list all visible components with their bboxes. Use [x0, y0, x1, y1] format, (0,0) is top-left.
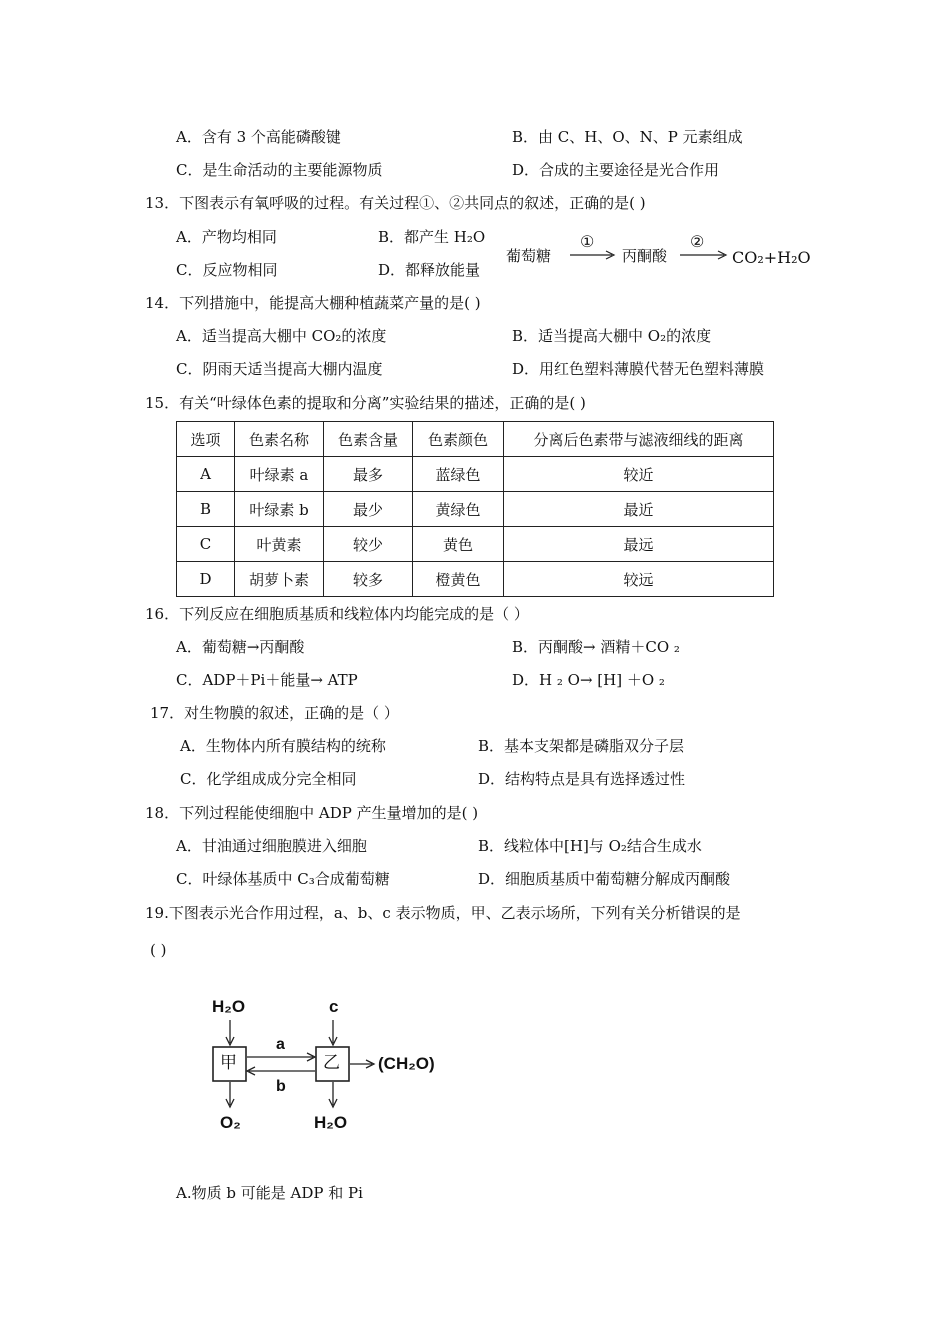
- diagram-ch2o-label: (CH₂O): [378, 1054, 435, 1073]
- table-header: 选项: [177, 422, 235, 457]
- table-cell: 较远: [504, 562, 774, 597]
- table-cell: 最近: [504, 492, 774, 527]
- q14-stem: 14．下列措施中，能提高大棚种植蔬菜产量的是( ): [145, 294, 481, 312]
- table-header: 色素名称: [235, 422, 324, 457]
- table-cell: 胡萝卜素: [235, 562, 324, 597]
- q16-option-b: B．丙酮酸→ 酒精＋CO ₂: [512, 638, 680, 656]
- q19-stem: 19.下图表示光合作用过程，a、b、c 表示物质，甲、乙表示场所，下列有关分析错误的是: [145, 904, 741, 922]
- q13-stem: 13．下图表示有氧呼吸的过程。有关过程①、②共同点的叙述，正确的是( ): [145, 194, 646, 212]
- q18-option-a: A．甘油通过细胞膜进入细胞: [176, 837, 367, 855]
- q18-option-b: B．线粒体中[H]与 O₂结合生成水: [478, 837, 702, 855]
- diagram-step2: ②: [690, 232, 705, 251]
- table-cell: C: [177, 527, 235, 562]
- q19-paren: ( ): [150, 941, 167, 959]
- table-cell: 最少: [324, 492, 413, 527]
- q16-option-a: A．葡萄糖→丙酮酸: [176, 638, 305, 656]
- table-row: [177, 562, 774, 597]
- q19-option-a: A.物质 b 可能是 ADP 和 Pi: [176, 1184, 363, 1202]
- q16-option-d: D．H ₂ O→ [H] ＋O ₂: [512, 671, 665, 689]
- diagram-b-label: b: [276, 1078, 286, 1095]
- q14-option-a: A．适当提高大棚中 CO₂的浓度: [176, 327, 387, 345]
- table-cell: 叶黄素: [235, 527, 324, 562]
- q13-option-d: D．都释放能量: [378, 261, 481, 279]
- table-cell: A: [177, 457, 235, 492]
- q17-option-a: A．生物体内所有膜结构的统称: [180, 737, 386, 755]
- q13-option-c: C．反应物相同: [176, 261, 278, 279]
- q14-option-c: C．阴雨天适当提高大棚内温度: [176, 360, 383, 378]
- q13-option-b: B．都产生 H₂O: [378, 228, 486, 246]
- table-cell: 蓝绿色: [413, 457, 504, 492]
- diagram-step1: ①: [580, 232, 595, 251]
- table-cell: 最远: [504, 527, 774, 562]
- table-header-row: [177, 422, 774, 457]
- q17-option-c: C．化学组成成分完全相同: [180, 770, 357, 788]
- arrow-icon: [680, 250, 730, 260]
- q17-option-d: D．结构特点是具有选择透过性: [478, 770, 686, 788]
- diagram-c-label: c: [329, 997, 339, 1016]
- pigment-table: [176, 421, 774, 597]
- respiration-diagram: [500, 230, 820, 270]
- table-cell: 黄色: [413, 527, 504, 562]
- q18-option-d: D．细胞质基质中葡萄糖分解成丙酮酸: [478, 870, 731, 888]
- q12-option-a: A．含有 3 个高能磷酸键: [176, 128, 341, 146]
- diagram-jia-label: 甲: [220, 1053, 237, 1073]
- q16-stem: 16．下列反应在细胞质基质和线粒体内均能完成的是（ ）: [145, 605, 529, 623]
- q12-option-d: D．合成的主要途径是光合作用: [512, 161, 720, 179]
- q17-stem: 17．对生物膜的叙述，正确的是（ ）: [150, 704, 399, 722]
- q15-stem: 15．有关“叶绿体色素的提取和分离”实验结果的描述，正确的是( ): [145, 394, 586, 412]
- diagram-h2o-output: H₂O: [314, 1113, 348, 1132]
- table-cell: D: [177, 562, 235, 597]
- table-header: 色素含量: [324, 422, 413, 457]
- table-header: 分离后色素带与滤液细线的距离: [504, 422, 774, 457]
- table-cell: 较近: [504, 457, 774, 492]
- diagram-a-label: a: [276, 1036, 285, 1053]
- photosynthesis-diagram: [200, 995, 460, 1145]
- table-row: [177, 527, 774, 562]
- q18-option-c: C．叶绿体基质中 C₃合成葡萄糖: [176, 870, 390, 888]
- table-cell: 叶绿素 b: [235, 492, 324, 527]
- table-row: [177, 492, 774, 527]
- q18-stem: 18．下列过程能使细胞中 ADP 产生量增加的是( ): [145, 804, 479, 822]
- diagram-h2o-input: H₂O: [212, 997, 246, 1016]
- q12-option-c: C．是生命活动的主要能源物质: [176, 161, 383, 179]
- table-cell: 黄绿色: [413, 492, 504, 527]
- arrow-icon: [570, 250, 618, 260]
- diagram-glucose: 葡萄糖: [506, 247, 552, 265]
- table-cell: 叶绿素 a: [235, 457, 324, 492]
- diagram-products: CO₂+H₂O: [732, 248, 811, 267]
- q14-option-d: D．用红色塑料薄膜代替无色塑料薄膜: [512, 360, 765, 378]
- table-cell: 橙黄色: [413, 562, 504, 597]
- table-cell: B: [177, 492, 235, 527]
- table-cell: 较少: [324, 527, 413, 562]
- table-row: [177, 457, 774, 492]
- diagram-pyruvate: 丙酮酸: [622, 247, 668, 265]
- q13-option-a: A．产物均相同: [176, 228, 277, 246]
- q14-option-b: B．适当提高大棚中 O₂的浓度: [512, 327, 712, 345]
- q16-option-c: C．ADP＋Pi＋能量→ ATP: [176, 671, 358, 689]
- table-header: 色素颜色: [413, 422, 504, 457]
- q17-option-b: B．基本支架都是磷脂双分子层: [478, 737, 685, 755]
- table-cell: 较多: [324, 562, 413, 597]
- diagram-o2-label: O₂: [220, 1113, 241, 1132]
- q12-option-b: B．由 C、H、O、N、P 元素组成: [512, 128, 743, 146]
- table-cell: 最多: [324, 457, 413, 492]
- diagram-yi-label: 乙: [323, 1053, 340, 1073]
